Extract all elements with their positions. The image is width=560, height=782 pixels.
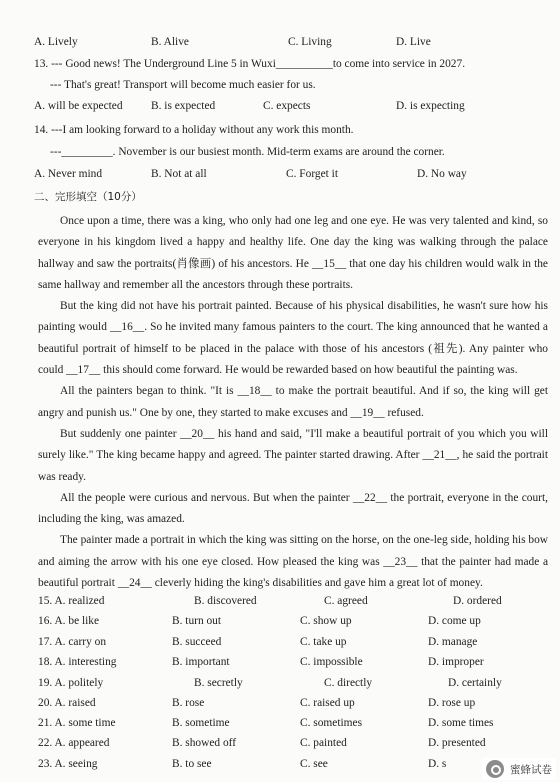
choice-c: C. sometimes — [300, 717, 363, 729]
choice-row-22 — [38, 737, 550, 757]
choice-row-21 — [38, 717, 550, 737]
choice-a: 20. A. raised — [38, 697, 96, 709]
choice-a: 18. A. interesting — [38, 656, 117, 668]
choice-c: C. impossible — [300, 656, 363, 668]
passage-paragraph-3: All the painters began to think. "It is __18__ to make the portrait beautiful. And if so, the king will get angry and punish us." One by one, they started to make excuses and __19__ refused. — [38, 385, 548, 419]
choice-c: C. agreed — [324, 595, 368, 607]
choice-d: D. manage — [428, 636, 478, 648]
choice-row-20 — [38, 697, 550, 717]
choice-d: D. presented — [428, 737, 486, 749]
q13-reply: --- That's great! Transport will become much easier for us. — [50, 79, 316, 91]
choice-row-23 — [38, 758, 550, 778]
choice-d: D. improper — [428, 656, 484, 668]
option-d: D. is expecting — [396, 100, 465, 112]
choice-b: B. discovered — [194, 595, 257, 607]
section-heading: 二、完形填空（10分） — [34, 191, 142, 203]
passage-paragraph-6: The painter made a portrait in which the king was sitting on the horse, on the one-leg side, holding his bow and aiming the arrow with his one eye closed. How pleased the king was __23__ that the painter had made a beautiful portrait __24__ cleverly hiding the king's disabilities and gave him a great lot of money. — [38, 534, 548, 590]
choice-c: C. raised up — [300, 697, 355, 709]
choice-a: 21. A. some time — [38, 717, 116, 729]
option-d: D. No way — [417, 168, 467, 180]
option-b: B. Not at all — [151, 168, 207, 180]
choice-b: B. sometime — [172, 717, 230, 729]
choice-c: C. show up — [300, 615, 352, 627]
choice-a: 15. A. realized — [38, 595, 105, 607]
passage-paragraph-4: But suddenly one painter __20__ his hand and said, "I'll make a beautiful portrait of you which you will surely like." The king became happy and agreed. The painter started drawing. After __21__, he said the portrait was ready. — [38, 427, 548, 483]
choice-row-17 — [38, 636, 550, 656]
choice-d: D. certainly — [448, 677, 502, 689]
choice-row-16 — [38, 615, 550, 635]
option-a: A. will be expected — [34, 100, 123, 112]
choice-b: B. to see — [172, 758, 212, 770]
passage-paragraph-1: Once upon a time, there was a king, who only had one leg and one eye. He was very talented and kind, so everyone in his kingdom lived a happy and healthy life. One day the king was walking through the palace hallway and saw the portraits(肖像画) of his ancestors. He __15__ that one day his children would walk in the same hallway and remember all the ancestors through these portraits. — [38, 215, 548, 291]
choice-d: D. rose up — [428, 697, 476, 709]
option-d: D. Live — [396, 36, 431, 48]
watermark-text: 蜜蜂试卷 — [510, 763, 552, 776]
choice-b: B. rose — [172, 697, 205, 709]
bee-logo-icon — [486, 760, 504, 778]
cloze-passage — [38, 211, 548, 594]
choice-b: B. secretly — [194, 677, 243, 689]
option-c: C. Forget it — [286, 168, 339, 180]
option-c: C. expects — [263, 100, 311, 112]
choice-a: 16. A. be like — [38, 615, 100, 627]
q14-options — [34, 168, 550, 184]
watermark — [482, 758, 556, 780]
choice-row-19 — [38, 677, 550, 697]
choice-b: B. succeed — [172, 636, 222, 648]
passage-paragraph-5: All the people were curious and nervous. But when the painter __22__ the portrait, everyone in the court, including the king, was amazed. — [38, 491, 548, 526]
choice-c: C. painted — [300, 737, 347, 749]
choice-b: B. showed off — [172, 737, 237, 749]
passage-paragraph-2: But the king did not have his portrait painted. Because of his physical disabilities, he wasn't sure how his painting would __16__. So he invited many famous painters to the court. The king announced that he wanted a beautiful portrait of himself to be placed in the palace with those of his ancestors (祖先). Any painter who could __17__ this should come forward. He would be rewarded based on how beautiful the painting was. — [38, 300, 548, 377]
choice-d: D. come up — [428, 615, 481, 627]
q12-options — [34, 36, 550, 52]
choice-a: 19. A. politely — [38, 677, 104, 689]
choice-c: C. directly — [324, 677, 373, 689]
option-b: B. is expected — [151, 100, 216, 112]
choice-d: D. ordered — [453, 595, 502, 607]
choice-a: 17. A. carry on — [38, 636, 107, 648]
choice-c: C. take up — [300, 636, 347, 648]
option-b: B. Alive — [151, 36, 189, 48]
choice-row-15 — [38, 595, 550, 615]
choice-a: 23. A. seeing — [38, 758, 98, 770]
q14-reply: ---_________. November is our busiest month. Mid-term exams are around the corner. — [50, 146, 445, 158]
choice-row-18 — [38, 656, 550, 676]
choice-c: C. see — [300, 758, 328, 770]
choice-a: 22. A. appeared — [38, 737, 110, 749]
q13-stem: 13. --- Good news! The Underground Line 5 in Wuxi__________to come into service in 2027. — [34, 58, 466, 70]
q14-stem: 14. ---I am looking forward to a holiday without any work this month. — [34, 124, 354, 136]
option-c: C. Living — [288, 36, 332, 48]
q13-options — [34, 100, 550, 116]
choice-d: D. s — [428, 758, 447, 770]
choice-d: D. some times — [428, 717, 494, 729]
option-a: A. Lively — [34, 36, 78, 48]
choice-b: B. turn out — [172, 615, 222, 627]
choice-b: B. important — [172, 656, 230, 668]
option-a: A. Never mind — [34, 168, 103, 180]
